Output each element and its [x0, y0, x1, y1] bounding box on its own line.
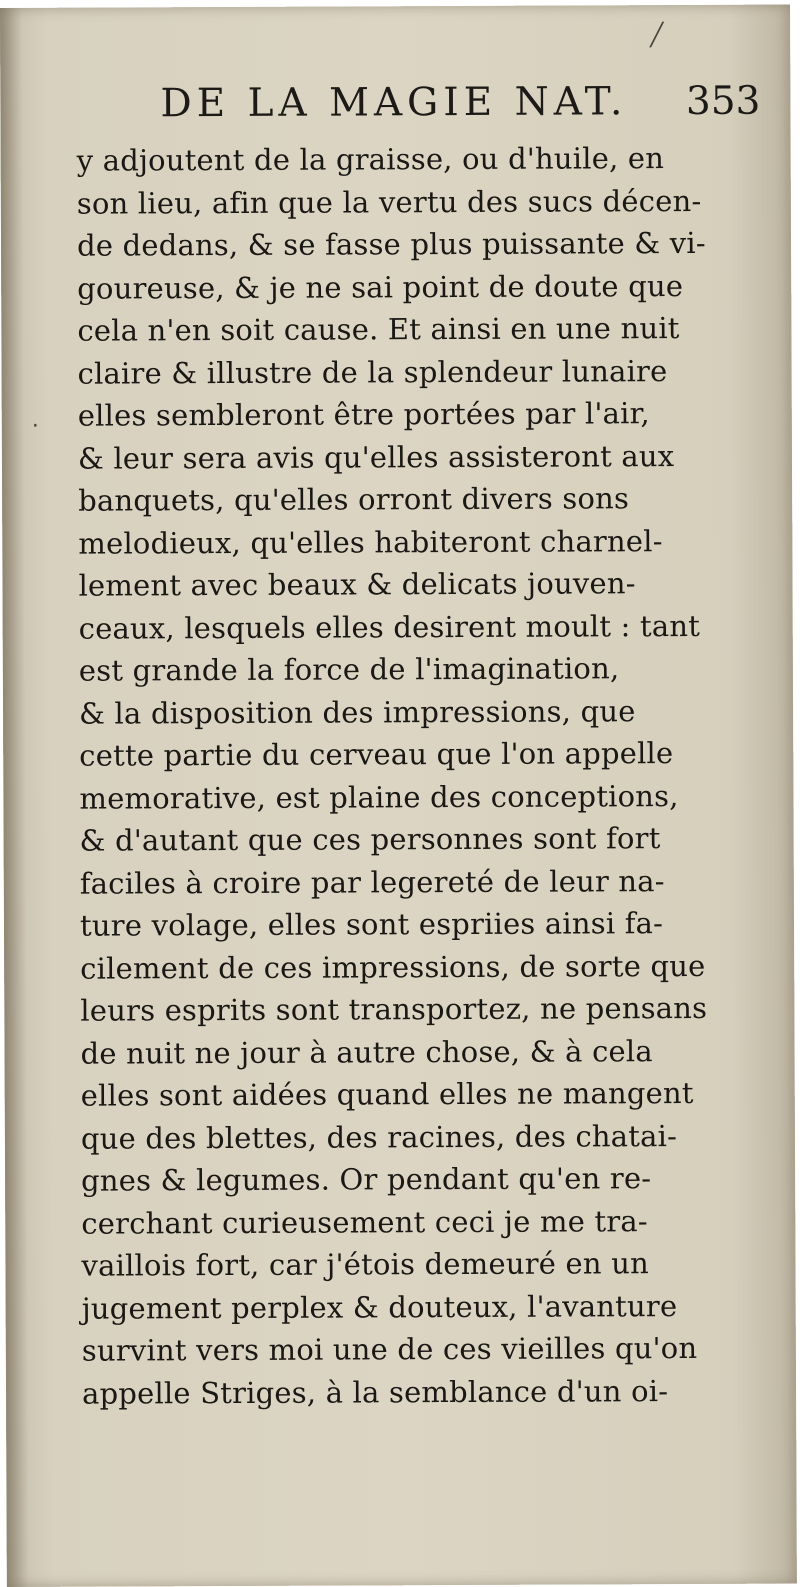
text-line: y adjoutent de la graisse, ou d'huile, en — [76, 141, 665, 178]
text-line: cette partie du cerveau que l'on appelle — [79, 736, 674, 773]
text-line: de nuit ne jour à autre chose, & à cela — [80, 1033, 653, 1071]
page-header — [160, 75, 770, 138]
text-line: cerchant curieusement ceci je me tra- — [81, 1203, 648, 1241]
text-line: de dedans, & se fasse plus puissante & vi- — [76, 225, 706, 263]
body-text — [77, 137, 773, 1415]
text-line: est grande la force de l'imagination, — [78, 651, 620, 688]
text-line: cela n'en soit cause. Et ainsi en une nuit — [77, 311, 680, 348]
running-head: DE LA MAGIE NAT. — [160, 79, 628, 127]
text-line: jugement perplex & douteux, l'avanture — [81, 1288, 678, 1326]
text-line: gnes & legumes. Or pendant qu'en re- — [81, 1161, 652, 1198]
text-line: cilement de ces impressions, de sorte que — [80, 948, 706, 986]
text-line: claire & illustre de la splendeur lunaire — [77, 353, 668, 391]
text-line: ceaux, lesquels elles desirent moult : tant — [78, 608, 701, 646]
text-line: appelle Striges, à la semblance d'un oi- — [81, 1373, 669, 1411]
text-line: ture volage, elles sont espriies ainsi fa- — [79, 906, 664, 943]
text-line: survint vers moi une de ces vieilles qu'on — [81, 1330, 698, 1368]
text-line: melodieux, qu'elles habiteront charnel- — [78, 523, 663, 561]
book-page — [0, 5, 797, 1587]
text-line: leurs esprits sont transportez, ne pensans — [80, 990, 708, 1028]
text-line: banquets, qu'elles orront divers sons — [78, 481, 630, 518]
text-line: & d'autant que ces personnes sont fort — [79, 821, 661, 858]
text-line: elles sembleront être portées par l'air, — [77, 396, 650, 433]
text-line: vaillois fort, car j'étois demeuré en un — [81, 1246, 649, 1283]
text-line: & leur sera avis qu'elles assisteront aux — [77, 438, 675, 476]
ink-stroke-mark: ╱ — [650, 23, 664, 49]
text-line: memorative, est plaine des conceptions, — [79, 778, 679, 816]
gutter-shadow — [0, 8, 29, 1587]
text-line: son lieu, afin que la vertu des sucs décen- — [76, 183, 702, 221]
ink-dot-mark: · — [31, 413, 39, 439]
text-line: faciles à croire par legereté de leur na- — [79, 863, 665, 901]
text-line: goureuse, & je ne sai point de doute que — [77, 268, 684, 306]
text-line: elles sont aidées quand elles ne mangent — [80, 1075, 694, 1113]
text-line: que des blettes, des racines, des chatai- — [80, 1118, 678, 1156]
page-number: 353 — [685, 78, 761, 125]
text-line: lement avec beaux & delicats jouven- — [78, 566, 636, 603]
text-line: & la disposition des impressions, que — [79, 693, 636, 731]
